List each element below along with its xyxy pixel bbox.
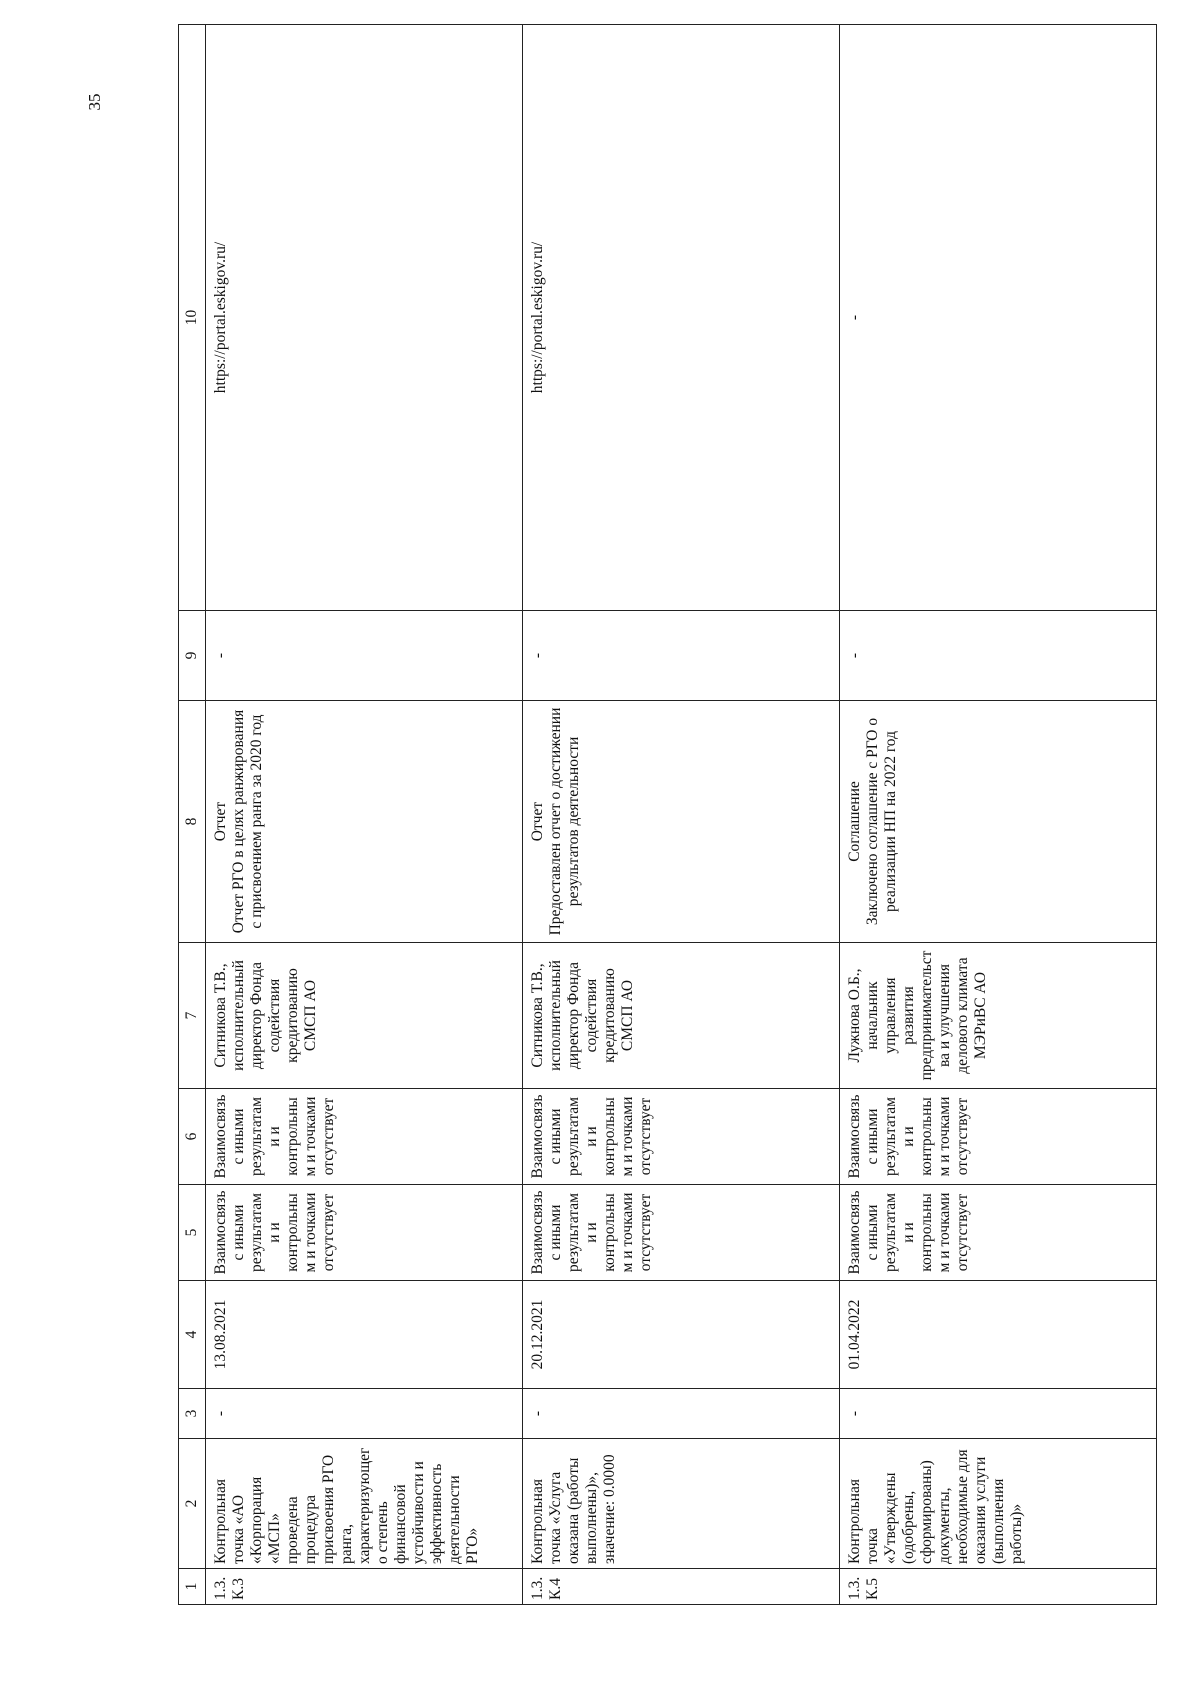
control-point-name-cell: Контрольная точка «Утверждены (одобрены, сформированы) документы, необходимые для оказания услуги (выполнения работы)» [840,1439,1157,1569]
document-description: Предоставлен отчет о достижении результатов деятельности [547,707,582,936]
header-cell: 1 [179,1569,206,1605]
header-cell: 2 [179,1439,206,1569]
table-row [840,25,1157,1605]
responsible-cell: Ситникова Т.В., исполнительный директор Фонда содействия кредитованию СМСП АО [206,943,523,1089]
header-cell: 4 [179,1281,206,1389]
document-type: Отчет [212,801,229,842]
col3-cell: - [840,1389,1157,1439]
header-cell: 6 [179,1089,206,1185]
date-cell: 13.08.2021 [206,1281,523,1389]
col3-cell: - [523,1389,840,1439]
row-number-cell: 1.3. К.3 [206,1569,523,1605]
table-header-row [179,25,206,1605]
header-cell: 9 [179,611,206,701]
control-point-name-cell: Контрольная точка «АО «Корпорация «МСП» проведена процедура присвоения РГО ранга, характеризующего степень финансовой устойчивости и эффективность деятельности РГО» [206,1439,523,1569]
document-description: Заключено соглашение с РГО о реализации НП на 2022 год [864,717,899,926]
header-cell: 5 [179,1185,206,1281]
url-cell: - [840,25,1157,611]
table-row [523,25,840,1605]
control-points-table [178,24,1157,1605]
table-container [178,25,1142,1605]
relation-cell: Взаимосвязь с иными результатами и контрольным и точками отсутствует [840,1089,1157,1185]
document-cell [523,701,840,943]
row-number-cell: 1.3. К.4 [523,1569,840,1605]
control-point-name-cell: Контрольная точка «Услуга оказана (работы выполнены)», значение: 0.0000 [523,1439,840,1569]
header-cell: 8 [179,701,206,943]
url-cell: https://portal.eskigov.ru/ [206,25,523,611]
col3-cell: - [206,1389,523,1439]
document-type: Отчет [529,801,546,842]
relation-cell: Взаимосвязь с иными результатами и контрольным и точками отсутствует [206,1185,523,1281]
date-cell: 20.12.2021 [523,1281,840,1389]
relation-cell: Взаимосвязь с иными результатами и контрольным и точками отсутствует [840,1185,1157,1281]
document-cell [840,701,1157,943]
relation-cell: Взаимосвязь с иными результатами и контрольным и точками отсутствует [523,1089,840,1185]
relation-cell: Взаимосвязь с иными результатами и контрольным и точками отсутствует [523,1185,840,1281]
page-number: 35 [85,93,104,111]
col9-cell: - [840,611,1157,701]
header-cell: 7 [179,943,206,1089]
col9-cell: - [206,611,523,701]
header-cell: 10 [179,25,206,611]
document-cell [206,701,523,943]
document-type: Соглашение [846,781,863,862]
col9-cell: - [523,611,840,701]
header-cell: 3 [179,1389,206,1439]
row-number-cell: 1.3. К.5 [840,1569,1157,1605]
table-row [206,25,523,1605]
relation-cell: Взаимосвязь с иными результатами и контрольным и точками отсутствует [206,1089,523,1185]
url-cell: https://portal.eskigov.ru/ [523,25,840,611]
document-description: Отчет РГО в целях ранжирования с присвоением ранга за 2020 год [230,709,265,934]
date-cell: 01.04.2022 [840,1281,1157,1389]
responsible-cell: Ситникова Т.В., исполнительный директор Фонда содействия кредитованию СМСП АО [523,943,840,1089]
responsible-cell: Лужнова О.Б., начальник управления развития предпринимательства и улучшения делового климата МЭРиВС АО [840,943,1157,1089]
